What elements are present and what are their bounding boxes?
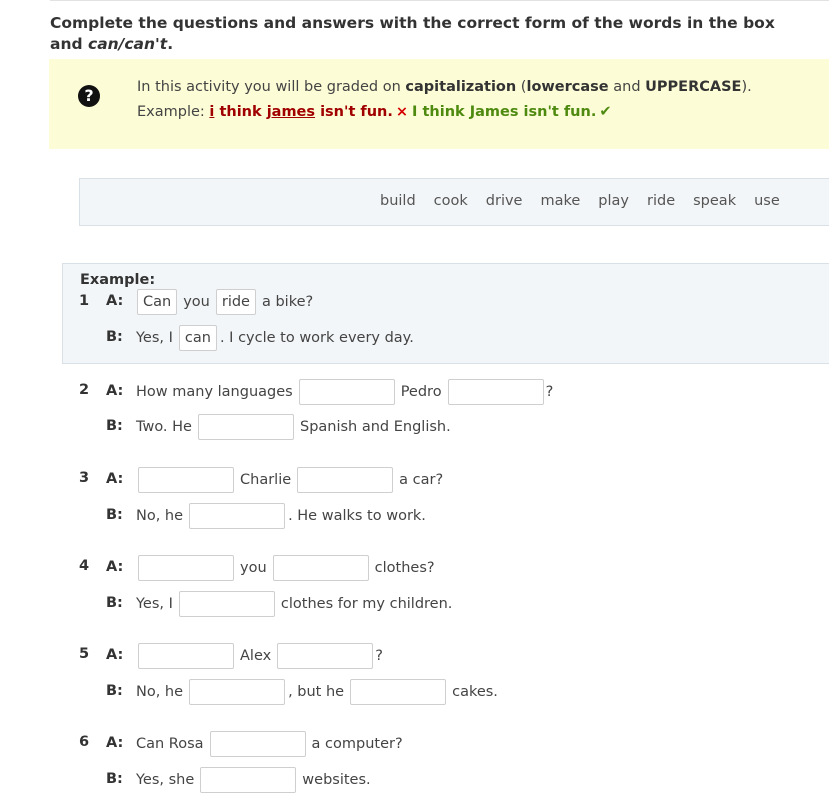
answer-input[interactable] — [273, 555, 369, 581]
question-4-line-b — [136, 590, 457, 618]
notice-and: and — [608, 79, 646, 95]
notice-uppercase: UPPERCASE — [645, 79, 742, 95]
word-play: play — [598, 193, 629, 209]
word-make: make — [540, 193, 581, 209]
answer-input[interactable] — [138, 467, 234, 493]
example-answer-gap: ride — [216, 289, 256, 315]
answer-input[interactable] — [198, 414, 294, 440]
text-segment: you — [240, 560, 267, 576]
answer-input[interactable] — [277, 643, 373, 669]
text-segment: , but he — [288, 684, 345, 700]
text-segment: Alex — [240, 648, 272, 664]
instruction-main: Complete the questions and answers with the correct form of the words in the box and — [50, 14, 775, 53]
notice-line-2 — [137, 104, 612, 120]
word-drive: drive — [485, 193, 523, 209]
notice-capitalization: capitalization — [405, 79, 517, 95]
question-number-4: 4 — [79, 558, 90, 574]
text-segment: a computer? — [311, 736, 403, 752]
wrong-underlined-james: james — [266, 104, 316, 120]
question-2-line-b — [136, 413, 456, 441]
question-number-3: 3 — [79, 470, 90, 486]
question-3-line-a — [136, 466, 448, 494]
instruction-italic: can/can't — [88, 35, 168, 53]
text-segment: . He walks to work. — [288, 508, 426, 524]
notice-text: In this activity you will be graded on — [137, 79, 406, 95]
text-segment: Yes, she — [136, 772, 195, 788]
question-5-line-a — [136, 642, 383, 670]
example-answer-gap: can — [179, 325, 217, 351]
speaker-a-label: A: — [106, 293, 124, 309]
text-segment: cakes. — [452, 684, 498, 700]
example-label: Example: — [80, 272, 156, 288]
question-number-2: 2 — [79, 382, 90, 398]
text-segment: clothes for my children. — [280, 596, 453, 612]
text-segment: Charlie — [240, 472, 292, 488]
text-segment: a car? — [399, 472, 444, 488]
text-segment: Yes, I — [136, 330, 173, 346]
notice-close-paren: ). — [741, 79, 752, 95]
speaker-a-label: A: — [106, 559, 124, 575]
notice-line-1 — [137, 79, 752, 95]
answer-input[interactable] — [350, 679, 446, 705]
text-segment: Yes, I — [136, 596, 173, 612]
word-speak: speak — [693, 193, 737, 209]
speaker-b-label: B: — [106, 329, 123, 345]
instruction-text — [50, 13, 810, 55]
answer-input[interactable] — [189, 679, 285, 705]
text-segment: ? — [545, 384, 554, 400]
text-segment: Two. He — [136, 419, 192, 435]
question-number-5: 5 — [79, 646, 90, 662]
instruction-end: . — [167, 35, 174, 53]
speaker-a-label: A: — [106, 647, 124, 663]
question-circle-icon: ? — [78, 85, 100, 107]
text-segment: Can Rosa — [136, 736, 204, 752]
text-segment: Spanish and English. — [299, 419, 451, 435]
text-segment: a bike? — [261, 294, 314, 310]
word-list — [380, 193, 798, 209]
question-number-6: 6 — [79, 734, 90, 750]
example-line-a — [136, 288, 318, 316]
wrong-underlined-i: i — [209, 104, 215, 120]
word-build: build — [380, 193, 416, 209]
speaker-a-label: A: — [106, 735, 124, 751]
cross-icon: × — [395, 104, 409, 120]
question-5-line-b — [136, 678, 503, 706]
speaker-b-label: B: — [106, 507, 123, 523]
word-ride: ride — [647, 193, 676, 209]
answer-input[interactable] — [448, 379, 544, 405]
word-box — [79, 178, 829, 226]
text-segment: No, he — [136, 508, 184, 524]
word-cook: cook — [433, 193, 468, 209]
speaker-a-label: A: — [106, 471, 124, 487]
top-divider — [50, 0, 829, 1]
answer-input[interactable] — [179, 591, 275, 617]
text-segment: Pedro — [400, 384, 442, 400]
check-icon: ✔ — [599, 104, 612, 120]
answer-input[interactable] — [200, 767, 296, 793]
speaker-b-label: B: — [106, 771, 123, 787]
wrong-part-end: isn't fun. — [315, 104, 393, 120]
answer-input[interactable] — [189, 503, 285, 529]
example-line-b — [136, 324, 419, 352]
word-use: use — [754, 193, 780, 209]
notice-open-paren: ( — [516, 79, 527, 95]
notice-lowercase: lowercase — [526, 79, 609, 95]
text-segment: . I cycle to work every day. — [219, 330, 414, 346]
text-segment: websites. — [302, 772, 371, 788]
answer-input[interactable] — [210, 731, 306, 757]
text-segment: ? — [375, 648, 383, 664]
speaker-b-label: B: — [106, 418, 123, 434]
speaker-b-label: B: — [106, 683, 123, 699]
question-6-line-a — [136, 730, 408, 758]
question-3-line-b — [136, 502, 426, 530]
grading-notice — [49, 59, 829, 149]
question-2-line-a — [136, 378, 553, 406]
question-number-1: 1 — [79, 293, 90, 309]
answer-input[interactable] — [297, 467, 393, 493]
speaker-b-label: B: — [106, 595, 123, 611]
wrong-part: think — [214, 104, 267, 120]
wrong-example — [209, 104, 392, 120]
question-6-line-b — [136, 766, 376, 794]
text-segment: How many languages — [136, 384, 293, 400]
notice-example-label: Example: — [137, 104, 210, 120]
answer-input[interactable] — [138, 643, 234, 669]
speaker-a-label: A: — [106, 383, 124, 399]
answer-input[interactable] — [299, 379, 395, 405]
correct-example: I think James isn't fun. — [412, 104, 597, 120]
example-answer-gap: Can — [137, 289, 177, 315]
question-4-line-a — [136, 554, 440, 582]
text-segment: No, he — [136, 684, 184, 700]
text-segment: you — [183, 294, 210, 310]
answer-input[interactable] — [138, 555, 234, 581]
text-segment: clothes? — [374, 560, 435, 576]
